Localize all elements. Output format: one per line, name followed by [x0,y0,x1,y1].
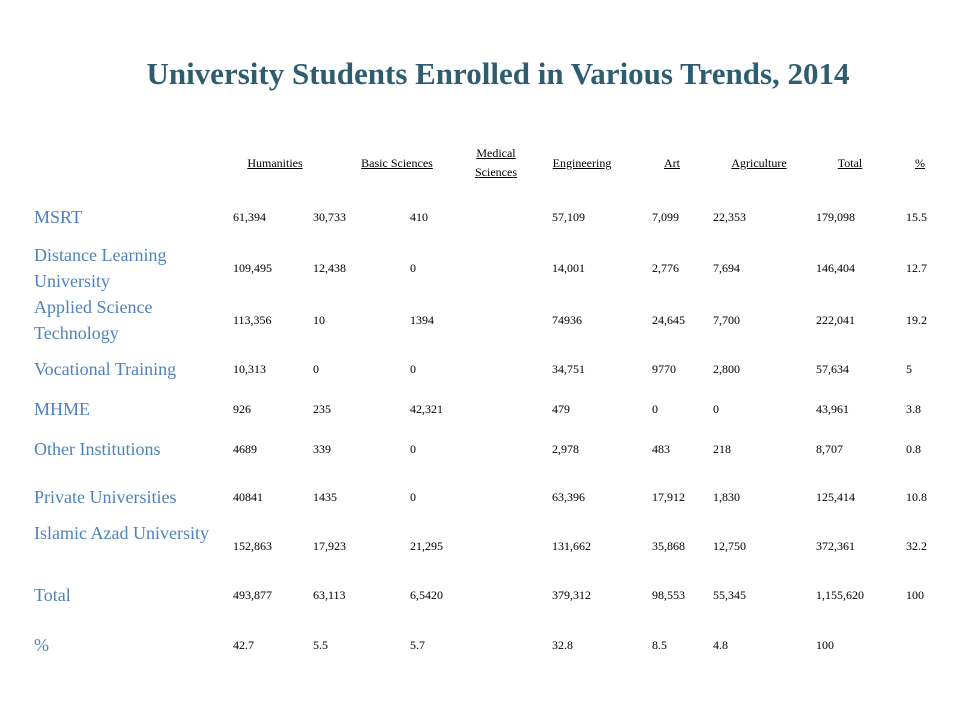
table-cell: 483 [652,442,670,456]
table-cell: 4.8 [713,638,728,652]
table-row [0,582,960,608]
table-cell: 21,295 [410,539,443,553]
table-cell: 3.8 [906,402,921,416]
table-cell: 12,438 [313,261,346,275]
table-cell: 1435 [313,490,337,504]
table-cell: 42,321 [410,402,443,416]
table-cell: 1,830 [713,490,740,504]
table-cell: 24,645 [652,313,685,327]
table-cell: 63,113 [313,588,346,602]
table-cell: 17,912 [652,490,685,504]
table-cell: 339 [313,442,331,456]
table-row [0,396,960,422]
table-cell: 479 [552,402,570,416]
table-row [0,632,960,658]
table-cell: 0 [410,442,416,456]
table-cell: 5.7 [410,638,425,652]
table-cell: 125,414 [816,490,855,504]
table-cell: 32.8 [552,638,573,652]
table-cell: 146,404 [816,261,855,275]
row-label: Private Universities [34,487,177,507]
row-label: % [34,635,49,655]
table-cell: 34,751 [552,362,585,376]
table-row [0,294,960,346]
row-label: Other Institutions [34,439,161,459]
row-label: Islamic Azad University [34,523,209,543]
table-cell: 1,155,620 [816,588,864,602]
table-cell: 61,394 [233,210,266,224]
table-cell: 0 [410,362,416,376]
row-label: Distance Learning University [34,245,167,291]
table-cell: 12.7 [906,261,927,275]
table-cell: 10,313 [233,362,266,376]
table-cell: 74936 [552,313,582,327]
table-cell: 43,961 [816,402,849,416]
table-cell: 0 [313,362,319,376]
table-cell: 2,800 [713,362,740,376]
table-cell: 222,041 [816,313,855,327]
table-cell: 32.2 [906,539,927,553]
table-cell: 42.7 [233,638,254,652]
row-label: Total [34,585,71,605]
table-cell: 0 [410,261,416,275]
table-cell: 0.8 [906,442,921,456]
table-cell: 926 [233,402,251,416]
table-cell: 98,553 [652,588,685,602]
table-cell: 7,099 [652,210,679,224]
table-cell: 218 [713,442,731,456]
table-cell: 30,733 [313,210,346,224]
table-row [0,242,960,294]
row-label: Vocational Training [34,359,177,379]
table-cell: 179,098 [816,210,855,224]
table-cell: 17,923 [313,539,346,553]
row-label: Applied Science Technology [34,297,153,343]
table-cell: 5 [906,362,912,376]
table-cell: 5.5 [313,638,328,652]
table-cell: 22,353 [713,210,746,224]
table-cell: 14,001 [552,261,585,275]
table-cell: 19.2 [906,313,927,327]
row-label: MHME [34,399,91,419]
table-cell: 9770 [652,362,676,376]
table-cell: 0 [652,402,658,416]
table-cell: 113,356 [233,313,272,327]
table-cell: 410 [410,210,428,224]
table-cell: 235 [313,402,331,416]
table-cell: 6,5420 [410,588,443,602]
table-cell: 57,109 [552,210,585,224]
table-cell: 100 [906,588,924,602]
table-row [0,204,960,230]
table-cell: 1394 [410,313,434,327]
column-header: Art [664,155,680,170]
table-cell: 372,361 [816,539,855,553]
column-header: Agriculture [731,155,787,170]
table-cell: 7,694 [713,261,740,275]
column-header: Humanities [247,155,303,170]
table-cell: 493,877 [233,588,272,602]
table-cell: 2,978 [552,442,579,456]
column-header: Medical Sciences [475,146,517,179]
table-cell: 8.5 [652,638,667,652]
column-header: Total [837,155,863,170]
table-cell: 152,863 [233,539,272,553]
table-row [0,520,960,572]
table-cell: 35,868 [652,539,685,553]
table-row [0,356,960,382]
column-header: Engineering [552,155,612,170]
table-cell: 63,396 [552,490,585,504]
table-cell: 7,700 [713,313,740,327]
table-cell: 57,634 [816,362,849,376]
table-row [0,436,960,462]
column-header: Basic Sciences [361,155,433,170]
table-cell: 40841 [233,490,263,504]
table-cell: 4689 [233,442,257,456]
table-cell: 2,776 [652,261,679,275]
row-label: MSRT [34,207,82,227]
table-cell: 109,495 [233,261,272,275]
table-cell: 379,312 [552,588,591,602]
table-cell: 55,345 [713,588,746,602]
table-cell: 12,750 [713,539,746,553]
table-cell: 0 [713,402,719,416]
table-cell: 10.8 [906,490,927,504]
table-cell: 10 [313,313,325,327]
table-cell: 15.5 [906,210,927,224]
table-row [0,484,960,510]
table-cell: 0 [410,490,416,504]
column-header: % [915,155,925,170]
table-cell: 131,662 [552,539,591,553]
page-title: University Students Enrolled in Various Trends, 2014 [146,56,850,91]
table-cell: 8,707 [816,442,843,456]
table-cell: 100 [816,638,834,652]
